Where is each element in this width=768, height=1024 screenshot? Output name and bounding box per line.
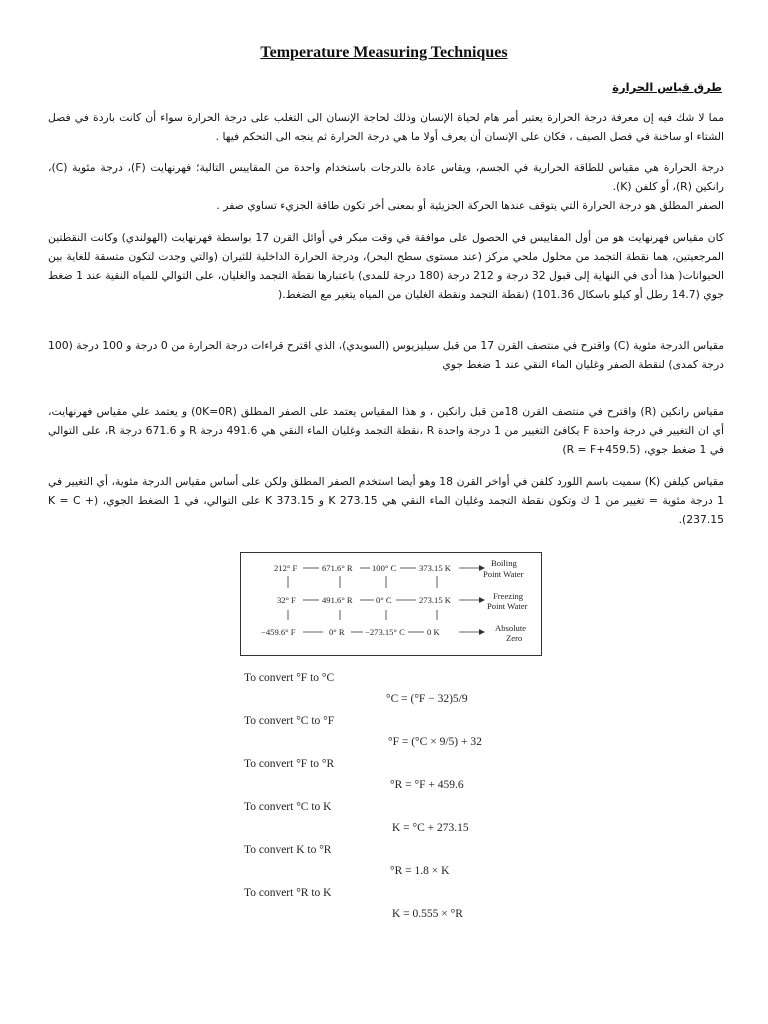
paragraph-text: كان مقياس فهرنهايت هو من أول المقاييس في الحصول على موافقة في وقت مبكر في أوائل القرن 17 بواسطة فهرنهايت (الهولندي) وكانت النقطتين المرجعيتين، هما نقطة التجمد من محلول ملحي مركز (عند مستوى سطح البحر)، ودرجة الحرارة الداخلية للثيران (والتي وجدت لتكون متسقة للغاية بين الحيوانات( هذا أدى في النهاية إلى قبول 32 درجة و 212 درجة (180 درجة للمدى) باعتبارها نقطة التجمد والغليان، على التوالي للمياه النقية عند 1 ضغط جوي (14.7 رطل أو كيلو باسكال 101.36) (نقطة التجمد ونقطة الغليان من المياه يتغير مع الضغط.( [48, 231, 725, 301]
conversion-row [244, 758, 544, 801]
diagram-k-boiling: 373.15 K [419, 563, 451, 573]
conversion-label: To convert °F to °R [244, 758, 335, 770]
conversion-formula: K = 0.555 × °R [392, 908, 463, 920]
temperature-scales-diagram [240, 552, 542, 656]
diagram-k-absolute: 0 K [427, 627, 440, 637]
conversion-row [244, 844, 544, 887]
conversion-label: To convert °C to K [244, 801, 332, 813]
page-title: Temperature Measuring Techniques [260, 44, 508, 61]
conversion-row [244, 887, 544, 930]
paragraph-text: مقياس الدرجة مئوية (C) واقترح في منتصف القرن 17 من قبل سيليزيوس (السويدي)، الذي اقترح قراءات درجة الحرارة من 0 درجة و 100 درجة (100 درجة كمدى) لنقطة الصفر وغليان الماء النقي عند 1 ضغط جوي [48, 339, 724, 371]
conversion-formula: °R = °F + 459.6 [390, 779, 464, 791]
paragraph-text: درجة الحرارة هي مقياس للطاقة الحرارية في الجسم، ويقاس عادة بالدرجات باستخدام واحدة من المقاييس التالية؛ فهرنهايت (F)، درجة مئوية (C)، رانكين (R)، أو كلفن (K). [48, 161, 724, 193]
diagram-label-freezing-1: Freezing [493, 591, 524, 601]
conversion-formula: °R = 1.8 × K [390, 865, 450, 877]
diagram-c-freezing: 0° C [376, 595, 392, 605]
diagram-f-freezing: 32° F [277, 595, 296, 605]
diagram-r-freezing: 491.6° R [322, 595, 353, 605]
conversion-label: To convert °R to K [244, 887, 332, 899]
conversion-label: To convert °C to °F [244, 715, 335, 727]
paragraph-text: مما لا شك فيه إن معرفة درجة الحرارة يعتبر أمر هام لحياة الإنسان وذلك لحاجة الإنسان الى التغلب على درجة الحرارة سواء أن كانت باردة في فصل الشتاء او ساخنة في فصل الصيف ، فكان على الإنسان أن يعرف أولا ما هي درجة الحرارة ثم ينجه الى التحكم فيها . [48, 111, 724, 143]
diagram-label-freezing-2: Point Water [487, 601, 528, 611]
diagram-label-absolute-2: Zero [506, 633, 523, 643]
conversion-formula: K = °C + 273.15 [392, 822, 469, 834]
diagram-row-boiling [274, 558, 524, 579]
conversion-label: To convert °F to °C [244, 672, 335, 684]
diagram-f-absolute: −459.6° F [261, 627, 296, 637]
diagram-label-boiling-2: Point Water [483, 569, 524, 579]
diagram-k-freezing: 273.15 K [419, 595, 451, 605]
diagram-r-absolute: 0° R [329, 627, 345, 637]
diagram-c-boiling: 100° C [372, 563, 397, 573]
diagram-label-absolute-1: Absolute [495, 623, 527, 633]
paragraph-fahrenheit [48, 228, 724, 304]
conversion-row [244, 715, 544, 758]
diagram-row-freezing [277, 591, 528, 611]
section-subtitle: طرق قياس الحرارة [612, 80, 722, 94]
diagram-label-boiling-1: Boiling [491, 558, 517, 568]
diagram-r-boiling: 671.6° R [322, 563, 353, 573]
diagram-c-absolute: −273.15° C [365, 627, 405, 637]
paragraph-text: مقياس كيلفن (K) سميت باسم اللورد كلفن في أواخر القرن 18 وهو أيضا استخدم الصفر المطلق ولكن على أساس مقياس الدرجة مئوية، أي التغيير في 1 درجة مئوية = تغيير من 1 ك وتكون نقطة التجمد وغليان الماء النقي هي 273.15 K و 373.15 K على التوالي، في 1 الضغط الجوي، (K = C + 237.15). [48, 475, 724, 526]
paragraph-kelvin [48, 472, 724, 529]
paragraph-text: مقياس رانكين (R) واقترح في منتصف القرن 18من قبل رانكين ، و هذا المقياس يعتمد على الصفر المطلق (0K=0R) و يعتمد علي مقياس فهرنهايت، أي ان التغيير في درجة واحدة F يكافئ التغيير من 1 درجة واحدة R ،نقطة التجمد وغليان الماء النقي هي 491.6 درجة R و 671.6 درجة R، على التوالي في 1 ضغط جوي، (R = F+459.5) [48, 405, 725, 456]
paragraph-intro [48, 108, 724, 146]
conversion-label: To convert K to °R [244, 844, 332, 856]
paragraph-definition [48, 158, 724, 215]
paragraph-rankine [48, 402, 724, 459]
diagram-f-boiling: 212° F [274, 563, 298, 573]
conversion-formulas [244, 672, 544, 930]
paragraph-text: الصفر المطلق هو درجة الحرارة التي يتوقف عندها الحركة الجزيئية أو بمعنى أخر تكون طاقة الجزيء تساوي صفر . [216, 199, 724, 212]
conversion-formula: °F = (°C × 9/5) + 32 [388, 736, 482, 748]
conversion-formula: °C = (°F − 32)5/9 [386, 693, 468, 705]
conversion-row [244, 801, 544, 844]
conversion-row [244, 672, 544, 715]
paragraph-celsius [48, 336, 724, 374]
diagram-row-absolute-zero [261, 623, 526, 643]
